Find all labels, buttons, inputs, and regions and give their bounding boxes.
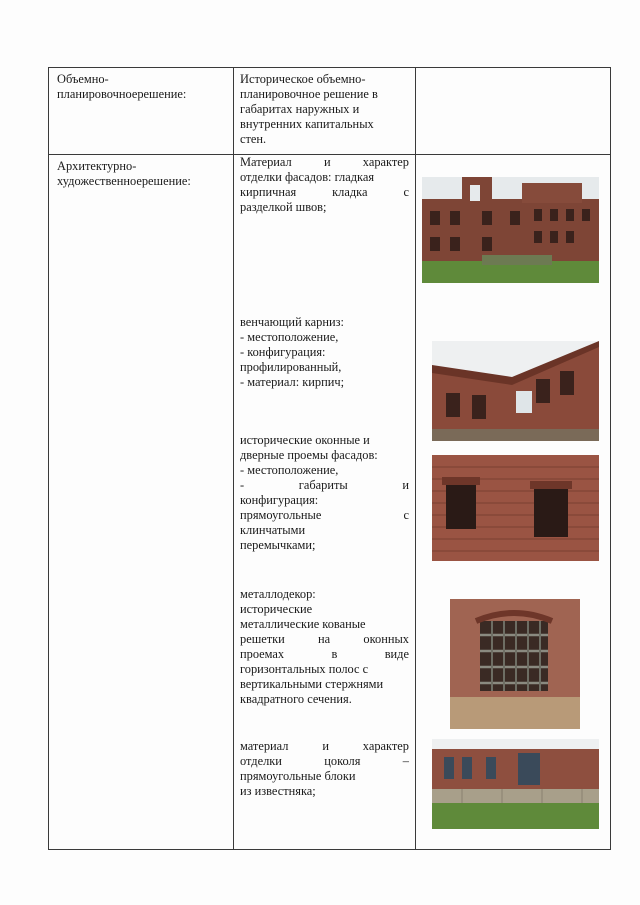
text-line: Историческое объемно- [240, 72, 366, 86]
word: решетки [240, 632, 285, 646]
word: и [402, 478, 409, 492]
row1-label-cell [49, 68, 234, 155]
text-line [240, 739, 409, 754]
word: характер [362, 155, 409, 169]
word: на [318, 632, 331, 646]
window-grille-photo [450, 599, 580, 729]
feature-text-block [234, 155, 415, 215]
window-openings-photo [432, 455, 599, 561]
table-row [49, 155, 611, 850]
feature-text-block [234, 433, 415, 553]
text-line: металлические кованые [240, 617, 366, 631]
text-line: перемычками; [240, 538, 316, 552]
text-line [240, 508, 409, 523]
text-line: вертикальными стержнями [240, 677, 384, 691]
row1-label [49, 68, 233, 102]
feature-text-block [234, 315, 415, 390]
word: оконных [363, 632, 409, 646]
text-line: решение: [141, 174, 191, 188]
word: и [322, 739, 329, 753]
text-line: прямоугольные блоки [240, 769, 356, 783]
text-line: внутренних капитальных [240, 117, 374, 131]
heritage-spec-table [48, 67, 611, 850]
text-line: стен. [240, 132, 267, 146]
text-line: художественное [57, 174, 142, 188]
text-line: из известняка; [240, 784, 316, 798]
feature-text-block [234, 587, 415, 707]
text-line: решение: [137, 87, 187, 101]
feature-text-block [234, 739, 415, 799]
text-line [240, 478, 409, 493]
text-line: - материал: кирпич; [240, 375, 345, 389]
row2-label [49, 155, 233, 189]
word: с [403, 508, 409, 522]
text-line: горизонтальных полос с [240, 662, 369, 676]
word: в [331, 647, 338, 661]
word: отделки [240, 754, 282, 768]
text-line [240, 632, 409, 647]
text-line: Архитектурно- [57, 159, 137, 173]
word: кирпичная [240, 185, 297, 199]
text-line: планировочное [57, 87, 138, 101]
text-line: габаритах наружных и [240, 102, 360, 116]
text-line: конфигурация: [240, 493, 319, 507]
text-line: металлодекор: [240, 587, 316, 601]
text-line [240, 185, 409, 200]
text-line [240, 647, 409, 662]
text-line: планировочное решение в [240, 87, 378, 101]
cornice-photo [432, 341, 599, 441]
text-line: - местоположение, [240, 463, 339, 477]
text-line: профилированный, [240, 360, 342, 374]
word: проемах [240, 647, 285, 661]
word: Материал [240, 155, 292, 169]
text-line [240, 754, 409, 769]
word: цоколя [324, 754, 361, 768]
row2-photo-cell [416, 155, 611, 850]
row1-text [234, 68, 415, 147]
word: кладка [332, 185, 368, 199]
word: – [402, 754, 409, 768]
table-row [49, 68, 611, 155]
word: и [323, 155, 331, 169]
word: габариты [298, 478, 348, 492]
text-line: венчающий карниз: [240, 315, 344, 329]
row1-photo-cell [416, 68, 611, 155]
row2-label-cell [49, 155, 234, 850]
text-line: - местоположение, [240, 330, 339, 344]
row2-photo-column [416, 155, 610, 849]
text-line: клинчатыми [240, 523, 306, 537]
word: прямоугольные [240, 508, 322, 522]
text-line: квадратного сечения. [240, 692, 352, 706]
text-line: исторические оконные и [240, 433, 370, 447]
row2-text-column [234, 155, 415, 849]
word: характер [362, 739, 409, 753]
limestone-plinth-photo [432, 739, 599, 829]
ruined-brick-building-photo [422, 177, 599, 283]
word: виде [384, 647, 409, 661]
text-line: разделкой швов; [240, 200, 327, 214]
text-line: - конфигурация: [240, 345, 326, 359]
text-line: дверные проемы фасадов: [240, 448, 378, 462]
word: с [403, 185, 409, 199]
row1-text-cell [234, 68, 416, 155]
text-line: Объемно- [57, 72, 109, 86]
text-line: исторические [240, 602, 313, 616]
text-line [240, 155, 409, 170]
word: материал [240, 739, 289, 753]
word: - [240, 478, 245, 492]
row2-text-cell [234, 155, 416, 850]
text-line: отделки фасадов: гладкая [240, 170, 375, 184]
